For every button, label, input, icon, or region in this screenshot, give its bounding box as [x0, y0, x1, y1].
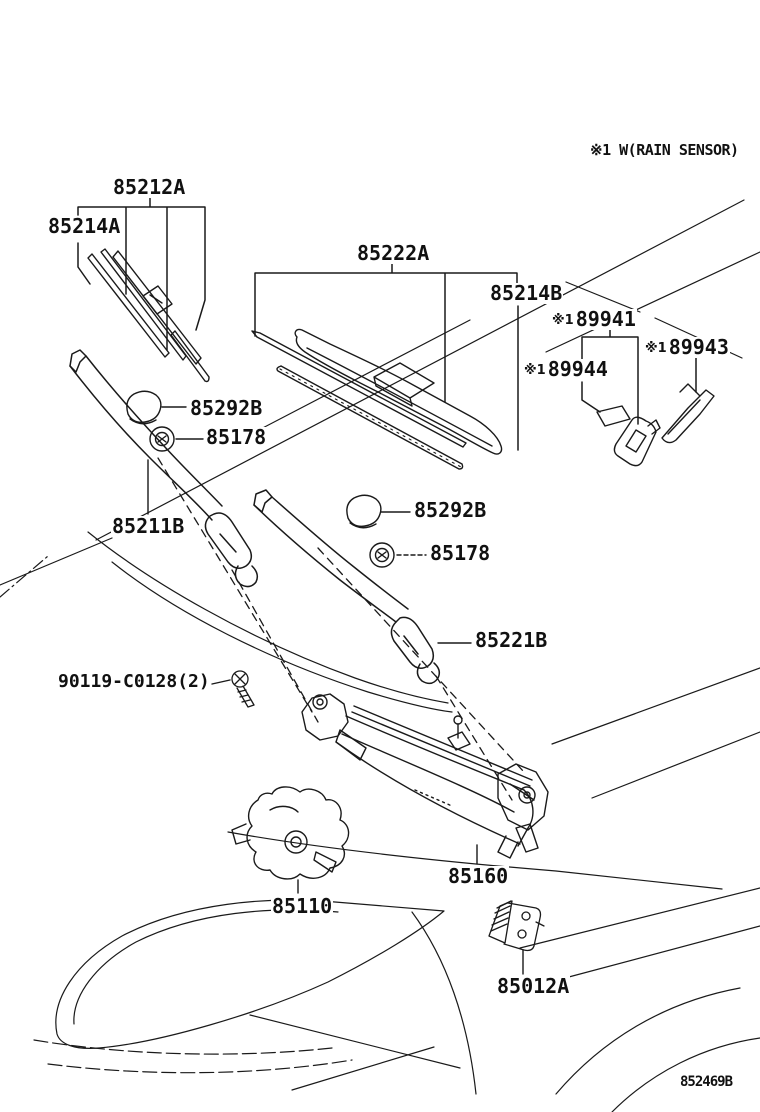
- part-label-85178-left[interactable]: 85178: [206, 425, 267, 449]
- part-label-89944[interactable]: [523, 359, 609, 380]
- part-label-85292b-right[interactable]: 85292B: [414, 498, 487, 522]
- wiper-motor-illustration: [232, 787, 349, 879]
- rain-sensor-illustration: [597, 384, 714, 466]
- part-label-85214a[interactable]: 85214A: [48, 214, 121, 238]
- part-label-85012a[interactable]: 85012A: [497, 974, 570, 998]
- part-label-85214b[interactable]: 85214B: [490, 281, 563, 305]
- hose-grommet-illustration: [489, 901, 544, 951]
- rain-sensor-note: ※1 W(RAIN SENSOR): [590, 141, 739, 159]
- part-label-85212a[interactable]: 85212A: [113, 175, 186, 199]
- part-label-90119-c0128[interactable]: 90119-C0128(2): [58, 671, 210, 692]
- bolt-illustration: [232, 671, 254, 707]
- part-label-89943[interactable]: [644, 337, 730, 358]
- wiper-blade-right-illustration: [252, 330, 502, 469]
- footnote-marker: ※1: [524, 363, 546, 378]
- part-number: 89941: [575, 307, 636, 331]
- pivot-cap-left-illustration: [127, 391, 161, 424]
- wiper-arm-left-illustration: [70, 350, 257, 587]
- footnote-marker: ※1: [645, 341, 667, 356]
- part-label-89941[interactable]: [551, 309, 637, 330]
- part-label-85221b[interactable]: 85221B: [475, 628, 548, 652]
- wiper-blade-left-illustration: [88, 249, 209, 382]
- pivot-nut-right-illustration: [370, 543, 394, 567]
- part-number: 89943: [668, 335, 729, 359]
- wiper-arm-right-illustration: [254, 490, 439, 683]
- pivot-nut-left-illustration: [150, 427, 174, 451]
- part-number: 89944: [547, 357, 608, 381]
- part-label-85211b[interactable]: 85211B: [112, 514, 185, 538]
- part-label-85292b-left[interactable]: 85292B: [190, 396, 263, 420]
- drawing-code: 852469B: [680, 1074, 733, 1090]
- pivot-cap-right-illustration: [347, 495, 381, 528]
- footnote-marker: ※1: [552, 313, 574, 328]
- part-label-85222a[interactable]: 85222A: [357, 241, 430, 265]
- part-label-85160[interactable]: 85160: [448, 864, 509, 888]
- wiper-linkage-illustration: [302, 694, 548, 858]
- part-label-85110[interactable]: 85110: [272, 894, 333, 918]
- part-label-85178-right[interactable]: 85178: [430, 541, 491, 565]
